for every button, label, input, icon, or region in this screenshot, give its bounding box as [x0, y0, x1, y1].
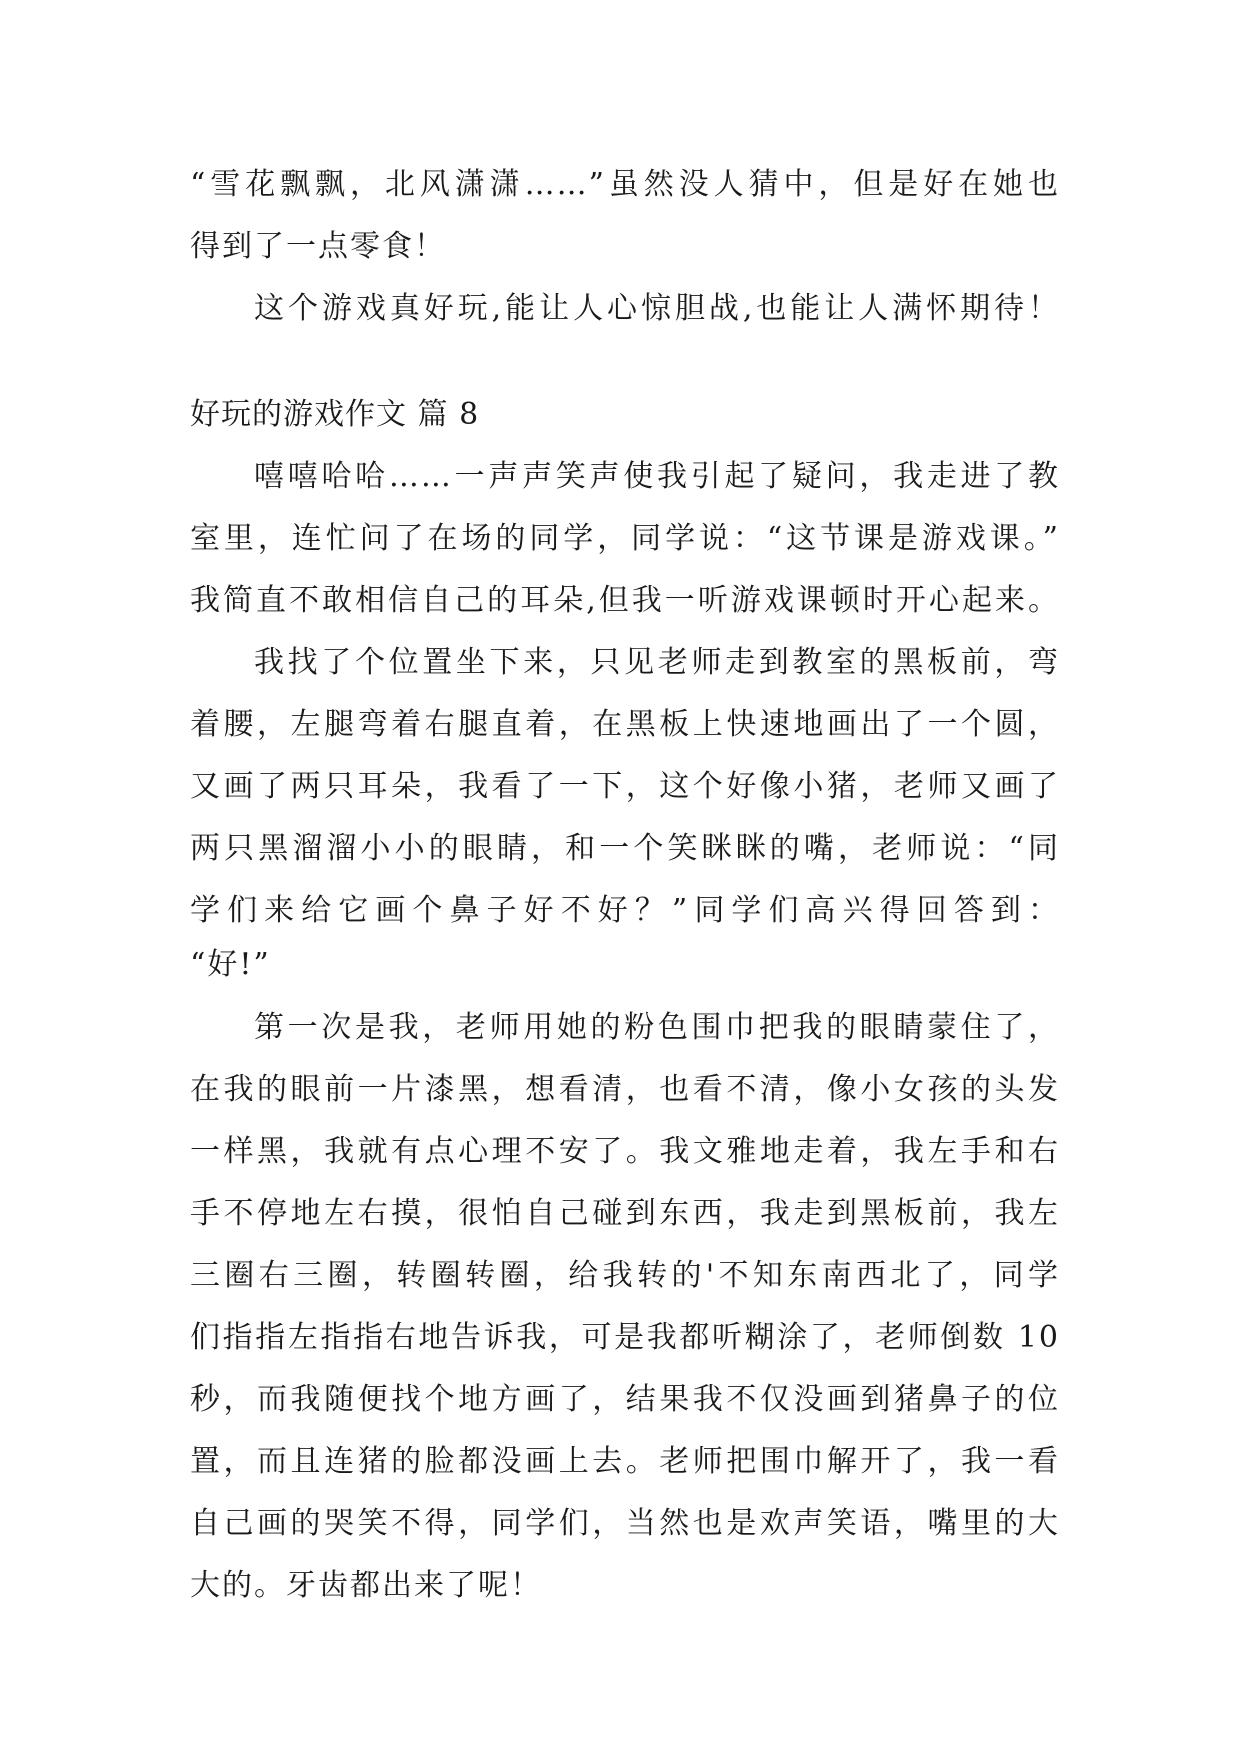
text-line: 一样黑，我就有点心理不安了。我文雅地走着，我左手和右: [190, 1134, 1060, 1169]
text-line: 第一次是我，老师用她的粉色围巾把我的眼睛蒙住了，: [254, 1010, 1060, 1045]
section-heading: 好玩的游戏作文 篇 8: [190, 397, 480, 432]
text-line: 置，而且连猪的脸都没画上去。老师把围巾解开了，我一看: [190, 1444, 1060, 1479]
text-line: 秒，而我随便找个地方画了，结果我不仅没画到猪鼻子的位: [190, 1382, 1060, 1417]
text-line: 们指指左指指右地告诉我，可是我都听糊涂了，老师倒数 10: [190, 1320, 1060, 1355]
text-line: 我找了个位置坐下来，只见老师走到教室的黑板前，弯: [254, 645, 1060, 680]
text-line: 得到了一点零食！: [190, 229, 446, 264]
text-line: 室里，连忙问了在场的同学，同学说：“这节课是游戏课。”: [190, 521, 1060, 556]
text-line: “好!”: [190, 947, 271, 982]
text-line: 嘻嘻哈哈……一声声笑声使我引起了疑问，我走进了教: [254, 459, 1060, 494]
text-line: “雪花飘飘，北风潇潇……”虽然没人猜中，但是好在她也: [190, 167, 1060, 202]
text-line: 手不停地左右摸，很怕自己碰到东西，我走到黑板前，我左: [190, 1196, 1060, 1231]
text-line: 我简直不敢相信自己的耳朵,但我一听游戏课顿时开心起来。: [190, 583, 1060, 618]
text-line: 这个游戏真好玩,能让人心惊胆战,也能让人满怀期待！: [254, 291, 1060, 326]
text-line: 学们来给它画个鼻子好不好？”同学们高兴得回答到：: [190, 893, 1060, 928]
text-line: 着腰，左腿弯着右腿直着，在黑板上快速地画出了一个圆，: [190, 707, 1060, 742]
text-line: 又画了两只耳朵，我看了一下，这个好像小猪，老师又画了: [190, 769, 1060, 804]
text-line: 大的。牙齿都出来了呢！: [190, 1568, 542, 1603]
text-line: 在我的眼前一片漆黑，想看清，也看不清，像小女孩的头发: [190, 1072, 1060, 1107]
text-line: 两只黑溜溜小小的眼睛，和一个笑眯眯的嘴，老师说：“同: [190, 831, 1060, 866]
text-line: 三圈右三圈，转圈转圈，给我转的'不知东南西北了，同学: [190, 1258, 1060, 1293]
text-line: 自己画的哭笑不得，同学们，当然也是欢声笑语，嘴里的大: [190, 1506, 1060, 1541]
